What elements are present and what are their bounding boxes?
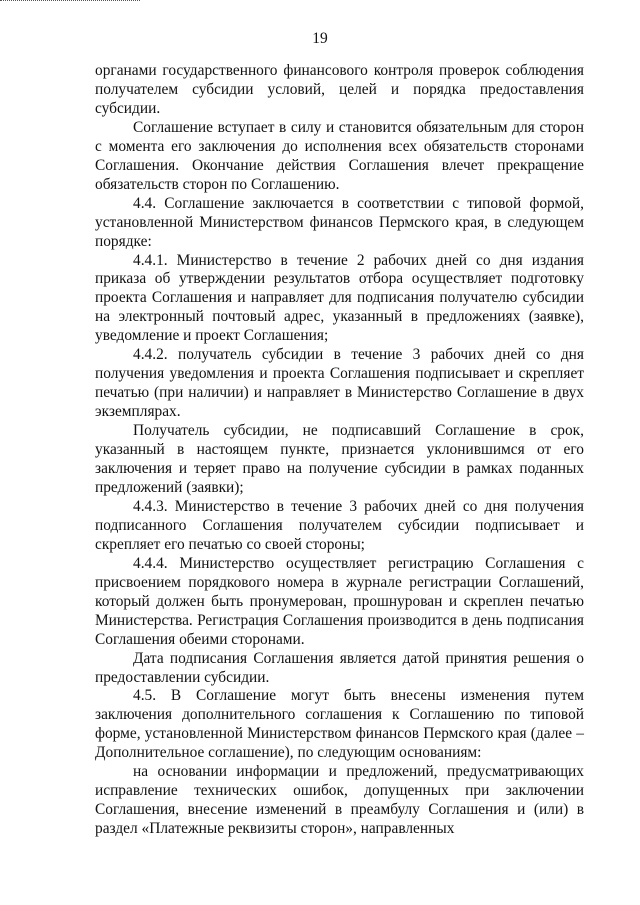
paragraph-control-bodies: органами государственного финансового контроля проверок соблюдения получателем субсидии условий, целей и порядка предоставления субсидии.	[95, 62, 584, 117]
paragraph-recipient-declined: Получатель субсидии, не подписавший Соглашение в срок, указанный в настоящем пункте, признается уклонившимся от его заключения и теряет право на получение субсидии в рамках поданных предложений (заявки);	[95, 422, 584, 496]
paragraph-signing-date: Дата подписания Соглашения является датой принятия решения о предоставлении субсидии.	[95, 649, 584, 686]
paragraph-4-4: 4.4. Соглашение заключается в соответствии с типовой формой, установленной Министерством финансов Пермского края, в следующем порядке:	[95, 194, 584, 250]
page-number: 19	[312, 30, 328, 47]
paragraph-4-5: 4.5. В Соглашение могут быть внесены изменения путем заключения дополнительного соглашения к Соглашению по типовой форме, установленной Министерством финансов Пермского края (далее – Дополнительное соглашение), по следующим основаниям:	[95, 687, 584, 762]
paragraph-agreement-effective: Соглашение вступает в силу и становится обязательным для сторон с момента его заключения до исполнения всех обязательств сторонами Соглашения. Окончание действия Соглашения влечет прекращение обязательств сторон по Соглашению.	[95, 118, 584, 193]
document-body	[95, 62, 584, 839]
paragraph-4-4-1: 4.4.1. Министерство в течение 2 рабочих дней со дня издания приказа об утверждении результатов отбора осуществляет подготовку проекта Соглашения и направляет для подписания получателю субсидии на электронный почтовый адрес, указанный в предложениях (заявке), уведомление и проект Соглашения;	[95, 251, 584, 345]
paragraph-4-4-2: 4.4.2. получатель субсидии в течение 3 рабочих дней со дня получения уведомления и проекта Соглашения подписывает и скрепляет печатью (при наличии) и направляет в Министерство Соглашение в двух экземплярах.	[95, 346, 584, 421]
paragraph-4-4-4: 4.4.4. Министерство осуществляет регистрацию Соглашения с присвоением порядкового номера в журнале регистрации Соглашений, который должен быть пронумерован, прошнурован и скреплен печатью Министерства. Регистрация Соглашения производится в день подписания Соглашения обеими сторонами.	[95, 554, 584, 648]
scan-edge-mark	[0, 0, 140, 2]
paragraph-4-4-3: 4.4.3. Министерство в течение 3 рабочих дней со дня получения подписанного Соглашения получателем субсидии подписывает и скрепляет его печатью со своей стороны;	[95, 497, 584, 553]
paragraph-technical-errors: на основании информации и предложений, предусматривающих исправление технических ошибок, допущенных при заключении Соглашения, внесение изменений в преамбулу Соглашения и (или) в раздел «Платежные реквизиты сторон», направленных	[95, 763, 584, 838]
